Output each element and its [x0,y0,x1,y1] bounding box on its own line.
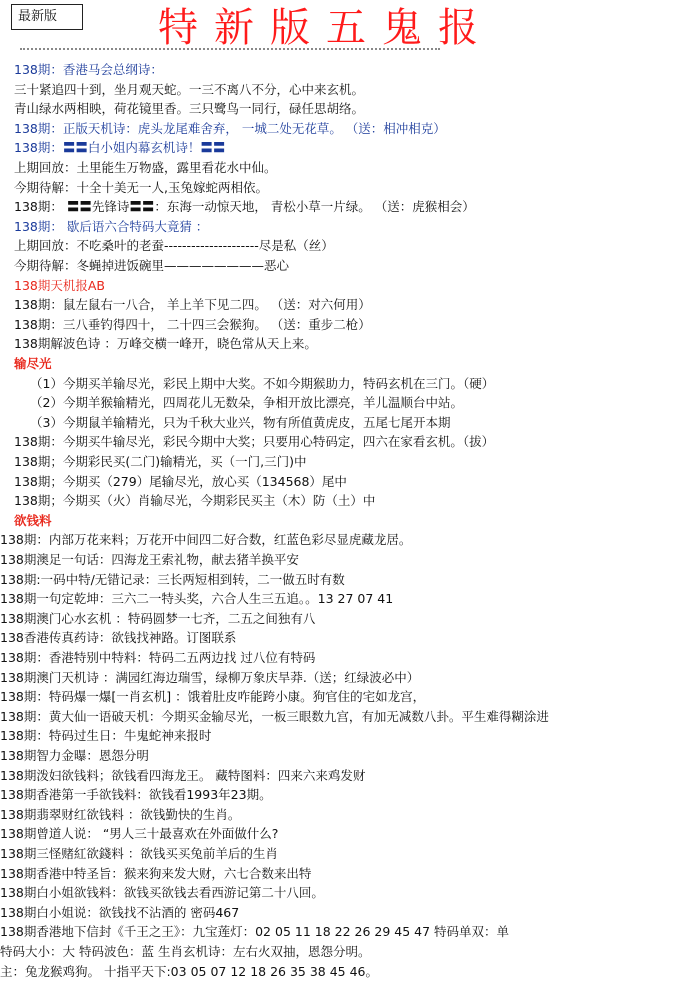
text-line: 138期智力金曝：恩怨分明 [0,748,149,763]
text-line: 138期：内部万花来料；万花开中间四二好合数，红蓝色彩尽显虎藏龙居。 [0,532,412,548]
text-line: 上期回放：不吃桑叶的老蚕---------------------尽是私（丝） [14,238,334,254]
text-line: 138期：鼠左鼠右一八合， 羊上羊下见二四。 （送：对六何用） [14,297,371,313]
text-line: 138期澳门心水玄机 ：特码圆梦一七齐，二五之间独有八 [0,610,316,626]
text-line: （3）今期鼠羊输精光，只为千秋大业兴，物有所值黄虎皮，五尾七尾开本期 [30,414,451,430]
text-line: 138期三怪赌紅欲錢料 ：欲钱买买兔前羊后的生肖 [0,846,278,861]
text-line: 今期待解：十全十美无一人,玉兔嫁蛇两相依。 [14,179,268,195]
text-line: 青山绿水两相映，荷花镜里香。三只鹭鸟一同行，碌任思胡络。 [14,101,365,117]
text-line: 138期：特码过生日：牛鬼蛇神来报时 [0,728,212,744]
text-line: 138期；今期买（火）肖输尽光，今期彩民买主（木）防（土）中 [14,493,376,509]
text-line: 138期：三八垂钓得四十， 二十四三会猴狗。 （送：重步二枪） [14,316,371,332]
divider [20,42,440,50]
text-line: 138期:一码中特/无错记录：三长两短相到转，二一做五时有数 [0,571,345,587]
text-line: 138期：〓〓白小姐内幕玄机诗！〓〓 [14,140,226,156]
text-line: 138期香港地下信封《千王之王》：九宝莲灯：02 05 11 18 22 26 29 45 47 特码单双：单 [0,924,510,940]
text-line: 138期澳门天机诗 ：满园红海边瑞雪，绿柳万象庆旱莽.（送；红绿波必中） [0,669,420,685]
text-line: 138期：特码爆一爆[一肖玄机] ：饿着肚皮咋能跨小康。狗官住的宅如龙宫， [0,689,426,705]
section-heading: 输尽光 [14,356,52,371]
text-line: （2）今期羊猴输精光，四周花儿无数朵，争相开放比漂亮，羊儿温顺台中站。 [30,395,463,411]
text-line: 138期白小姐说：欲钱找不沾酒的 密码467 [0,904,240,920]
text-line: 138期泼妇欲钱料；欲钱看四海龙王。 藏特图料：四来六来鸡发财 [0,767,366,783]
text-line: （1）今期买羊输尽光，彩民上期中大奖。不如今期猴助力，特码玄机在三门。（硬） [30,375,495,391]
text-line: 138期：香港马会总纲诗： [14,62,163,77]
text-line: 三十紧追四十到，坐月观天蛇。一三不离八不分，心中来玄机。 [14,81,365,97]
text-line: 138期香港中特圣旨：猴来狗来发大财，六七合数来出特 [0,865,312,881]
text-line: 138期： 歇后语六合特码大竟猜 ： [14,218,209,234]
text-line: 138期；今期彩民买(二门)输精光，买（一门,三门)中 [14,454,307,469]
page-title: 特新版五鬼报 [158,5,494,51]
text-line: 138期：正版天机诗：虎头龙尾难舍弃， 一城二处无花草。 （送：相冲相克） [14,120,446,136]
text-line: 138期翡翠财红欲钱料 ：欲钱勤快的生肖。 [0,806,241,822]
text-line: 138期：香港特别中特料：特码二五两边找 过八位有特码 [0,650,316,665]
version-badge: 最新版 [11,4,83,30]
text-line: 138期澳足一句话：四海龙王索礼物，献去猪羊换平安 [0,552,299,567]
text-line: 138期香港第一手欲钱料：欲钱看1993年23期。 [0,787,272,803]
text-line: 138期：今期买牛输尽光，彩民今期中大奖；只要用心特码定，四六在家看玄机。（拔） [14,434,495,450]
text-line: 上期回放：土里能生万物盛，露里看花水中仙。 [14,160,277,175]
text-line: 主：兔龙猴鸡狗。 十指平天下:03 05 07 12 18 26 35 38 45 46。 [0,963,379,979]
section-heading: 欲钱料 [14,512,52,528]
text-line: 今期待解：冬蝇掉进饭碗里————————恶心 [14,258,290,273]
text-line: 138期解波色诗 ：万峰交横一峰开，晓色常从天上来。 [14,336,317,352]
text-line: 138期：黄大仙一语破天机：今期买金输尽光，一板三眼数九宫，有加无减数八卦。平生难得糊涂进 [0,708,549,724]
text-line: 138期曾道人说： “男人三十最喜欢在外面做什么? [0,826,279,842]
text-line: 138香港传真药诗：欲钱找神路。订图联系 [0,630,237,646]
text-line: 特码大小：大 特码波色：蓝 生肖玄机诗：左右火双抽，恩怨分明。 [0,944,371,959]
text-line: 138期一句定乾坤：三六二一特头奖，六合人生三五追。。13 27 07 41 [0,591,394,607]
text-line: 138期天机报AB [14,277,105,293]
text-line: 138期： 〓〓先锋诗〓〓：东海一动惊天地， 青松小草一片绿。 （送：虎猴相会） [14,199,475,215]
text-line: 138期白小姐欲钱料：欲钱买欲钱去看西游记第二十八回。 [0,885,324,901]
text-line: 138期；今期买（279）尾输尽光，放心买（134568）尾中 [14,473,347,489]
